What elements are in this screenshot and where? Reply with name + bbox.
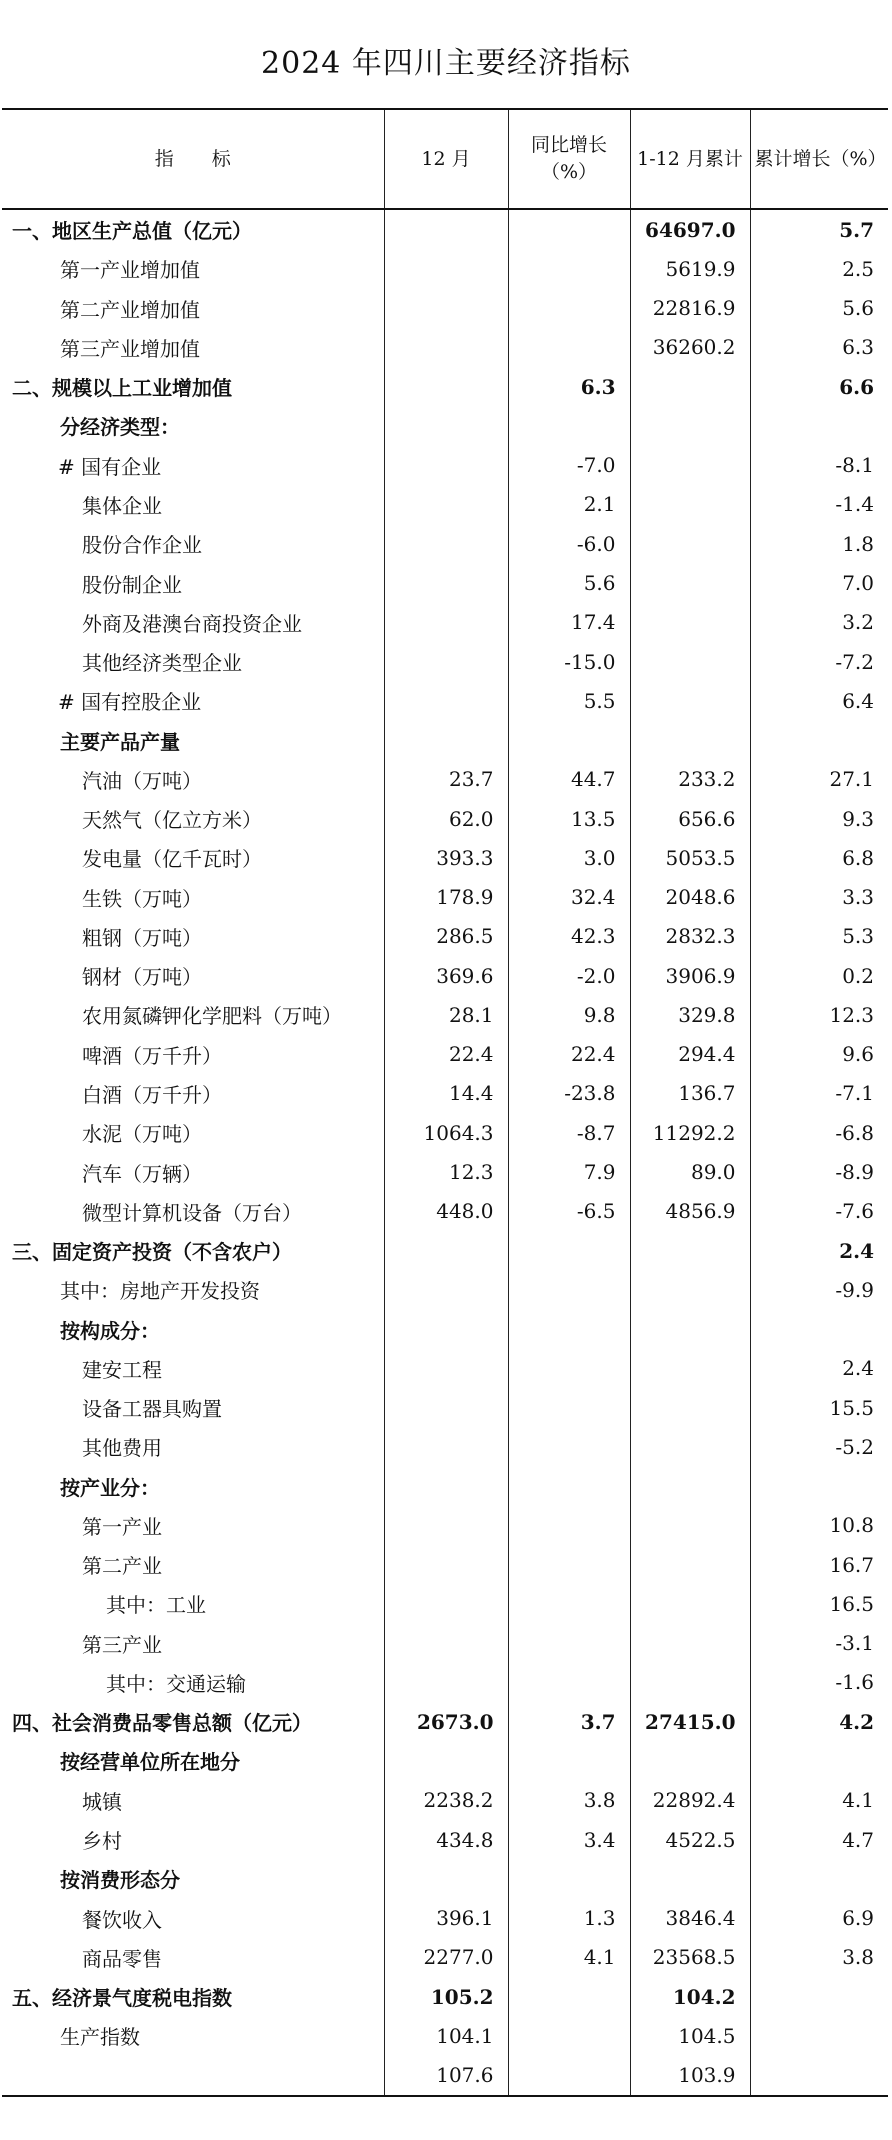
cell-december <box>384 1309 508 1348</box>
cell-cumulative <box>630 681 750 720</box>
cell-cumulative <box>630 1309 750 1348</box>
row-label: 第一产业增加值 <box>2 249 384 288</box>
row-label: 其他费用 <box>2 1427 384 1466</box>
cell-yoy-growth: -15.0 <box>508 642 630 681</box>
cell-yoy-growth <box>508 209 630 249</box>
header-december: 12 月 <box>384 109 508 209</box>
table-row <box>2 1977 888 2016</box>
cell-cumulative-growth: 6.9 <box>750 1898 888 1937</box>
cell-december: 107.6 <box>384 2055 508 2095</box>
cell-cumulative-growth: 2.4 <box>750 1231 888 1270</box>
cell-cumulative-growth: 7.0 <box>750 563 888 602</box>
table-row <box>2 760 888 799</box>
row-label: 其中：交通运输 <box>2 1663 384 1702</box>
cell-cumulative-growth <box>750 1977 888 2016</box>
table-row <box>2 799 888 838</box>
cell-yoy-growth: 17.4 <box>508 603 630 642</box>
cell-december <box>384 1741 508 1780</box>
cell-cumulative: 5053.5 <box>630 838 750 877</box>
cell-december: 2673.0 <box>384 1702 508 1741</box>
cell-december: 23.7 <box>384 760 508 799</box>
cell-cumulative <box>630 1584 750 1623</box>
cell-cumulative <box>630 1349 750 1388</box>
page-title: 2024 年四川主要经济指标 <box>261 46 631 81</box>
cell-december: 14.4 <box>384 1074 508 1113</box>
cell-cumulative <box>630 1231 750 1270</box>
row-label: 白酒（万千升） <box>2 1074 384 1113</box>
cell-cumulative <box>630 1270 750 1309</box>
row-label: 按消费形态分 <box>2 1859 384 1898</box>
table-row <box>2 2055 888 2095</box>
table-row <box>2 1938 888 1977</box>
cell-cumulative-growth: 27.1 <box>750 760 888 799</box>
cell-december <box>384 1427 508 1466</box>
cell-cumulative: 89.0 <box>630 1152 750 1191</box>
cell-december: 2238.2 <box>384 1781 508 1820</box>
cell-yoy-growth <box>508 328 630 367</box>
cell-cumulative-growth: 4.7 <box>750 1820 888 1859</box>
cell-cumulative-growth: 9.6 <box>750 1035 888 1074</box>
cell-yoy-growth: 5.5 <box>508 681 630 720</box>
row-label: # 国有控股企业 <box>2 681 384 720</box>
row-label: 股份制企业 <box>2 563 384 602</box>
cell-cumulative-growth: 9.3 <box>750 799 888 838</box>
cell-cumulative-growth: -8.9 <box>750 1152 888 1191</box>
cell-cumulative: 36260.2 <box>630 328 750 367</box>
cell-cumulative: 103.9 <box>630 2055 750 2095</box>
cell-cumulative <box>630 367 750 406</box>
header-indicator: 指 标 <box>2 109 384 209</box>
table-row <box>2 367 888 406</box>
cell-yoy-growth: -23.8 <box>508 1074 630 1113</box>
cell-cumulative <box>630 603 750 642</box>
cell-yoy-growth: -6.5 <box>508 1192 630 1231</box>
row-label: 城镇 <box>2 1781 384 1820</box>
row-label: 外商及港澳台商投资企业 <box>2 603 384 642</box>
header-yoy-growth: 同比增长（%） <box>508 109 630 209</box>
row-label <box>2 2055 384 2095</box>
cell-cumulative <box>630 720 750 759</box>
cell-december <box>384 1506 508 1545</box>
cell-cumulative: 136.7 <box>630 1074 750 1113</box>
table-row <box>2 1074 888 1113</box>
cell-yoy-growth <box>508 1270 630 1309</box>
cell-yoy-growth <box>508 1624 630 1663</box>
cell-december <box>384 1270 508 1309</box>
cell-cumulative-growth: 2.5 <box>750 249 888 288</box>
cell-yoy-growth: 1.3 <box>508 1898 630 1937</box>
cell-yoy-growth <box>508 1977 630 2016</box>
row-label: 汽油（万吨） <box>2 760 384 799</box>
cell-december: 178.9 <box>384 878 508 917</box>
cell-december: 369.6 <box>384 956 508 995</box>
table-row <box>2 1859 888 1898</box>
table-row <box>2 1427 888 1466</box>
cell-yoy-growth: 3.4 <box>508 1820 630 1859</box>
cell-december: 2277.0 <box>384 1938 508 1977</box>
table-row <box>2 1349 888 1388</box>
table-row <box>2 406 888 445</box>
cell-december <box>384 249 508 288</box>
cell-yoy-growth: -6.0 <box>508 524 630 563</box>
cell-cumulative-growth: -7.2 <box>750 642 888 681</box>
cell-cumulative-growth <box>750 2055 888 2095</box>
cell-december <box>384 209 508 249</box>
row-label: 三、固定资产投资（不含农户） <box>2 1231 384 1270</box>
cell-cumulative-growth: -7.6 <box>750 1192 888 1231</box>
row-label: 股份合作企业 <box>2 524 384 563</box>
table-row <box>2 1781 888 1820</box>
cell-cumulative-growth <box>750 1309 888 1348</box>
cell-cumulative-growth <box>750 2016 888 2055</box>
cell-yoy-growth <box>508 1349 630 1388</box>
cell-cumulative <box>630 1427 750 1466</box>
cell-december <box>384 1388 508 1427</box>
cell-cumulative: 3906.9 <box>630 956 750 995</box>
cell-december <box>384 1231 508 1270</box>
row-label: 按产业分： <box>2 1467 384 1506</box>
cell-cumulative: 294.4 <box>630 1035 750 1074</box>
cell-cumulative-growth: 10.8 <box>750 1506 888 1545</box>
table-row <box>2 1231 888 1270</box>
table-row <box>2 289 888 328</box>
cell-yoy-growth <box>508 1467 630 1506</box>
table-row <box>2 642 888 681</box>
row-label: 粗钢（万吨） <box>2 917 384 956</box>
cell-cumulative-growth: 3.3 <box>750 878 888 917</box>
cell-cumulative: 22816.9 <box>630 289 750 328</box>
table-row <box>2 249 888 288</box>
table-row <box>2 1467 888 1506</box>
row-label: 第一产业 <box>2 1506 384 1545</box>
cell-cumulative: 104.2 <box>630 1977 750 2016</box>
cell-december <box>384 524 508 563</box>
table-row <box>2 328 888 367</box>
cell-cumulative-growth <box>750 720 888 759</box>
cell-december: 434.8 <box>384 1820 508 1859</box>
cell-yoy-growth <box>508 289 630 328</box>
table-row <box>2 485 888 524</box>
cell-yoy-growth: 2.1 <box>508 485 630 524</box>
row-label: 主要产品产量 <box>2 720 384 759</box>
cell-yoy-growth <box>508 406 630 445</box>
cell-december: 12.3 <box>384 1152 508 1191</box>
cell-cumulative: 2832.3 <box>630 917 750 956</box>
row-label: 商品零售 <box>2 1938 384 1977</box>
cell-december <box>384 720 508 759</box>
row-label: 钢材（万吨） <box>2 956 384 995</box>
cell-cumulative <box>630 1741 750 1780</box>
cell-cumulative-growth: 5.6 <box>750 289 888 328</box>
cell-december: 1064.3 <box>384 1113 508 1152</box>
row-label: 第二产业增加值 <box>2 289 384 328</box>
cell-yoy-growth: 7.9 <box>508 1152 630 1191</box>
cell-yoy-growth <box>508 1506 630 1545</box>
cell-december: 396.1 <box>384 1898 508 1937</box>
cell-december <box>384 1545 508 1584</box>
cell-december <box>384 485 508 524</box>
cell-yoy-growth <box>508 1388 630 1427</box>
cell-yoy-growth: 9.8 <box>508 995 630 1034</box>
cell-cumulative-growth: 4.1 <box>750 1781 888 1820</box>
header-cumulative-growth: 累计增长（%） <box>750 109 888 209</box>
table-row <box>2 1192 888 1231</box>
cell-cumulative: 233.2 <box>630 760 750 799</box>
row-label: 餐饮收入 <box>2 1898 384 1937</box>
cell-december: 448.0 <box>384 1192 508 1231</box>
cell-cumulative <box>630 1388 750 1427</box>
row-label: 一、地区生产总值（亿元） <box>2 209 384 249</box>
table-row <box>2 1663 888 1702</box>
cell-cumulative-growth: 3.2 <box>750 603 888 642</box>
cell-yoy-growth: 3.0 <box>508 838 630 877</box>
table-row <box>2 446 888 485</box>
cell-cumulative-growth: 5.3 <box>750 917 888 956</box>
cell-yoy-growth <box>508 1859 630 1898</box>
cell-cumulative-growth: 3.8 <box>750 1938 888 1977</box>
table-row <box>2 1820 888 1859</box>
table-row <box>2 2016 888 2055</box>
cell-yoy-growth <box>508 720 630 759</box>
row-label: 其中：工业 <box>2 1584 384 1623</box>
cell-december <box>384 1624 508 1663</box>
cell-cumulative: 329.8 <box>630 995 750 1034</box>
table-row <box>2 1270 888 1309</box>
row-label: 天然气（亿立方米） <box>2 799 384 838</box>
table-row <box>2 878 888 917</box>
cell-yoy-growth <box>508 1545 630 1584</box>
cell-december <box>384 1663 508 1702</box>
cell-cumulative-growth: 1.8 <box>750 524 888 563</box>
cell-cumulative: 656.6 <box>630 799 750 838</box>
table-row <box>2 1388 888 1427</box>
cell-december <box>384 563 508 602</box>
cell-cumulative: 64697.0 <box>630 209 750 249</box>
cell-cumulative <box>630 1545 750 1584</box>
cell-yoy-growth: 3.7 <box>508 1702 630 1741</box>
cell-december <box>384 289 508 328</box>
cell-cumulative <box>630 485 750 524</box>
cell-december: 22.4 <box>384 1035 508 1074</box>
cell-december: 286.5 <box>384 917 508 956</box>
cell-cumulative: 104.5 <box>630 2016 750 2055</box>
row-label: 乡村 <box>2 1820 384 1859</box>
cell-december <box>384 1467 508 1506</box>
cell-yoy-growth: -7.0 <box>508 446 630 485</box>
cell-yoy-growth <box>508 2055 630 2095</box>
cell-yoy-growth: 3.8 <box>508 1781 630 1820</box>
cell-yoy-growth <box>508 1309 630 1348</box>
cell-cumulative-growth: -1.6 <box>750 1663 888 1702</box>
row-label: 生铁（万吨） <box>2 878 384 917</box>
cell-yoy-growth: 32.4 <box>508 878 630 917</box>
row-label: 发电量（亿千瓦时） <box>2 838 384 877</box>
cell-december <box>384 1859 508 1898</box>
cell-yoy-growth <box>508 1427 630 1466</box>
row-label: 第三产业 <box>2 1624 384 1663</box>
cell-cumulative <box>630 524 750 563</box>
cell-december <box>384 681 508 720</box>
row-label: 汽车（万辆） <box>2 1152 384 1191</box>
cell-cumulative: 5619.9 <box>630 249 750 288</box>
cell-yoy-growth: -2.0 <box>508 956 630 995</box>
table-row <box>2 1152 888 1191</box>
table-row <box>2 838 888 877</box>
cell-cumulative <box>630 446 750 485</box>
cell-december <box>384 328 508 367</box>
row-label: 五、经济景气度税电指数 <box>2 1977 384 2016</box>
cell-december <box>384 1349 508 1388</box>
row-label: 微型计算机设备（万台） <box>2 1192 384 1231</box>
row-label: 生产指数 <box>2 2016 384 2055</box>
cell-cumulative: 4522.5 <box>630 1820 750 1859</box>
table-row <box>2 603 888 642</box>
cell-cumulative-growth: -5.2 <box>750 1427 888 1466</box>
cell-cumulative: 22892.4 <box>630 1781 750 1820</box>
cell-cumulative-growth: -3.1 <box>750 1624 888 1663</box>
cell-yoy-growth <box>508 1741 630 1780</box>
cell-cumulative <box>630 563 750 602</box>
row-label: 集体企业 <box>2 485 384 524</box>
row-label: 分经济类型： <box>2 406 384 445</box>
table-row <box>2 956 888 995</box>
cell-december <box>384 446 508 485</box>
cell-cumulative: 27415.0 <box>630 1702 750 1741</box>
table-body <box>2 209 888 2096</box>
cell-yoy-growth <box>508 2016 630 2055</box>
cell-cumulative-growth: 2.4 <box>750 1349 888 1388</box>
row-label: 按构成分： <box>2 1309 384 1348</box>
cell-cumulative-growth: 6.3 <box>750 328 888 367</box>
cell-cumulative-growth <box>750 1859 888 1898</box>
table-row <box>2 1506 888 1545</box>
cell-cumulative-growth <box>750 1467 888 1506</box>
cell-cumulative-growth: -1.4 <box>750 485 888 524</box>
cell-cumulative: 11292.2 <box>630 1113 750 1152</box>
cell-cumulative-growth: -8.1 <box>750 446 888 485</box>
row-label: 建安工程 <box>2 1349 384 1388</box>
cell-cumulative <box>630 406 750 445</box>
cell-cumulative-growth: 4.2 <box>750 1702 888 1741</box>
cell-yoy-growth <box>508 249 630 288</box>
cell-yoy-growth: 4.1 <box>508 1938 630 1977</box>
cell-yoy-growth <box>508 1663 630 1702</box>
cell-cumulative <box>630 642 750 681</box>
table-row <box>2 1741 888 1780</box>
row-label: 第二产业 <box>2 1545 384 1584</box>
cell-december: 105.2 <box>384 1977 508 2016</box>
cell-december: 393.3 <box>384 838 508 877</box>
table-row <box>2 1113 888 1152</box>
cell-cumulative-growth <box>750 1741 888 1780</box>
cell-december <box>384 642 508 681</box>
table-row <box>2 1035 888 1074</box>
row-label: 农用氮磷钾化学肥料（万吨） <box>2 995 384 1034</box>
table-row <box>2 720 888 759</box>
cell-yoy-growth: 42.3 <box>508 917 630 956</box>
cell-december: 104.1 <box>384 2016 508 2055</box>
cell-december <box>384 603 508 642</box>
row-label: 其他经济类型企业 <box>2 642 384 681</box>
cell-cumulative-growth: 6.8 <box>750 838 888 877</box>
cell-cumulative <box>630 1859 750 1898</box>
cell-december <box>384 367 508 406</box>
cell-yoy-growth <box>508 1231 630 1270</box>
cell-cumulative: 3846.4 <box>630 1898 750 1937</box>
cell-cumulative-growth: 6.6 <box>750 367 888 406</box>
cell-december <box>384 406 508 445</box>
row-label: 二、规模以上工业增加值 <box>2 367 384 406</box>
cell-cumulative-growth <box>750 406 888 445</box>
table-row <box>2 563 888 602</box>
cell-december: 62.0 <box>384 799 508 838</box>
cell-cumulative: 23568.5 <box>630 1938 750 1977</box>
cell-cumulative: 4856.9 <box>630 1192 750 1231</box>
cell-cumulative-growth: 6.4 <box>750 681 888 720</box>
table-row <box>2 1545 888 1584</box>
row-label: 第三产业增加值 <box>2 328 384 367</box>
table-row <box>2 1624 888 1663</box>
cell-cumulative-growth: 0.2 <box>750 956 888 995</box>
table-row <box>2 681 888 720</box>
row-label: 啤酒（万千升） <box>2 1035 384 1074</box>
header-row <box>2 109 888 209</box>
cell-cumulative-growth: -6.8 <box>750 1113 888 1152</box>
table-row <box>2 995 888 1034</box>
row-label: 设备工器具购置 <box>2 1388 384 1427</box>
row-label: 其中：房地产开发投资 <box>2 1270 384 1309</box>
table-row <box>2 1584 888 1623</box>
cell-cumulative: 2048.6 <box>630 878 750 917</box>
cell-cumulative-growth: -9.9 <box>750 1270 888 1309</box>
cell-cumulative <box>630 1663 750 1702</box>
cell-yoy-growth: 22.4 <box>508 1035 630 1074</box>
indicator-table <box>2 108 888 2097</box>
table-row <box>2 917 888 956</box>
cell-cumulative <box>630 1624 750 1663</box>
cell-cumulative-growth: 12.3 <box>750 995 888 1034</box>
row-label: 水泥（万吨） <box>2 1113 384 1152</box>
cell-cumulative <box>630 1467 750 1506</box>
cell-yoy-growth: 13.5 <box>508 799 630 838</box>
cell-cumulative-growth: 5.7 <box>750 209 888 249</box>
table-row <box>2 1898 888 1937</box>
row-label: 四、社会消费品零售总额（亿元） <box>2 1702 384 1741</box>
header-cumulative: 1-12 月累计 <box>630 109 750 209</box>
table-row <box>2 1702 888 1741</box>
cell-cumulative-growth: -7.1 <box>750 1074 888 1113</box>
cell-december <box>384 1584 508 1623</box>
cell-yoy-growth: 6.3 <box>508 367 630 406</box>
cell-cumulative <box>630 1506 750 1545</box>
cell-yoy-growth: 5.6 <box>508 563 630 602</box>
cell-cumulative-growth: 16.5 <box>750 1584 888 1623</box>
cell-cumulative-growth: 15.5 <box>750 1388 888 1427</box>
table-row <box>2 524 888 563</box>
row-label: 按经营单位所在地分 <box>2 1741 384 1780</box>
cell-cumulative-growth: 16.7 <box>750 1545 888 1584</box>
cell-december: 28.1 <box>384 995 508 1034</box>
cell-yoy-growth: -8.7 <box>508 1113 630 1152</box>
table-row <box>2 209 888 249</box>
cell-yoy-growth: 44.7 <box>508 760 630 799</box>
cell-yoy-growth <box>508 1584 630 1623</box>
row-label: # 国有企业 <box>2 446 384 485</box>
table-row <box>2 1309 888 1348</box>
